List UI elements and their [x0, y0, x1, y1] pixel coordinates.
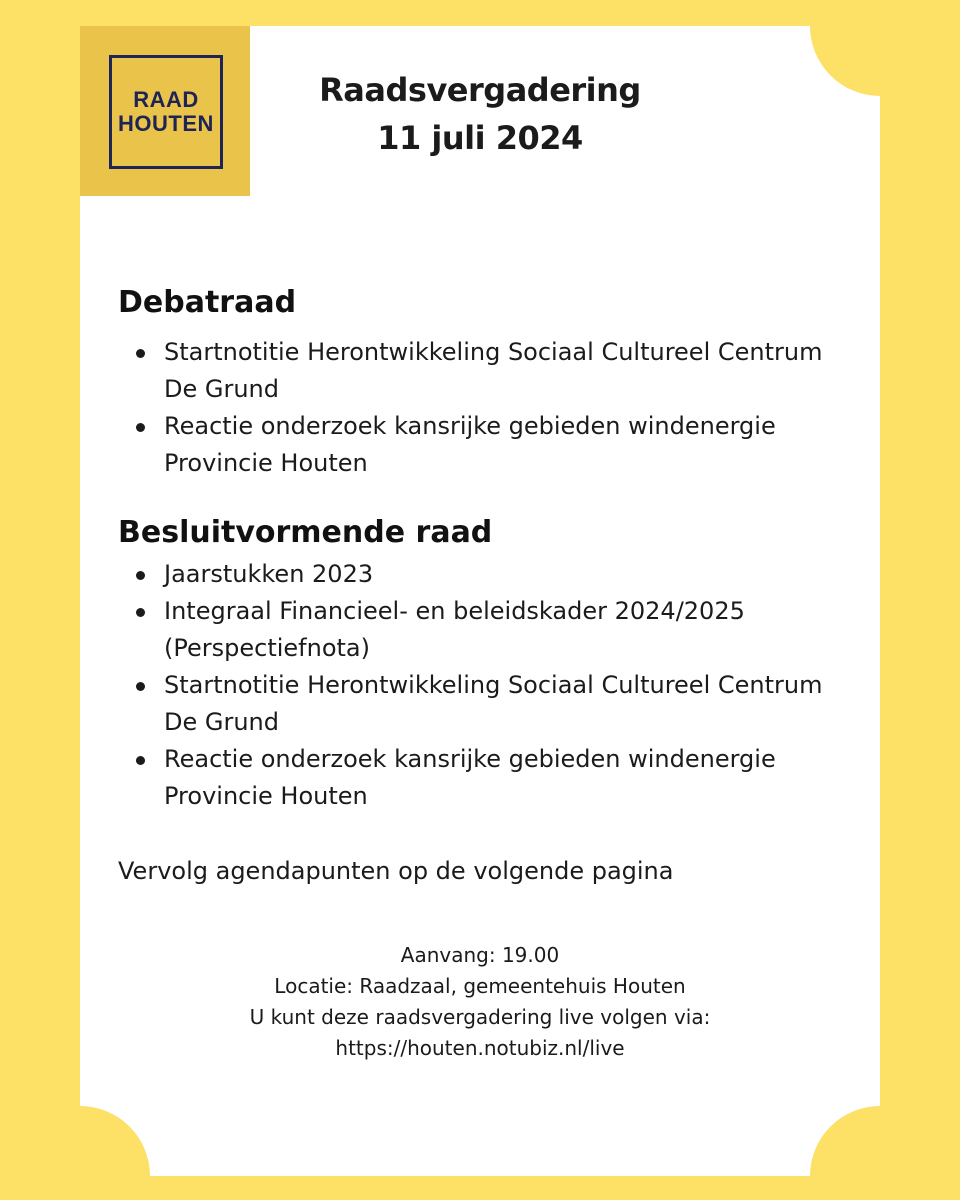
list-item: Startnotitie Herontwikkeling Sociaal Cultureel Centrum De Grund — [118, 334, 848, 408]
list-item: Integraal Financieel- en beleidskader 2024/2025 (Perspectiefnota) — [118, 593, 848, 667]
decorative-corner-top-right — [810, 26, 880, 96]
logo-text-line-2: HOUTEN — [118, 111, 214, 136]
agenda-card — [80, 26, 880, 1176]
logo-text-line-1: RAAD — [133, 87, 199, 112]
decorative-corner-bottom-right — [810, 1106, 880, 1176]
besluitvormende-raad-list — [118, 556, 848, 815]
list-item: Reactie onderzoek kansrijke gebieden windenergie Provincie Houten — [118, 408, 848, 482]
start-time: Aanvang: 19.00 — [400, 943, 560, 967]
agenda-content — [118, 276, 848, 890]
title-date: 11 juli 2024 — [377, 119, 583, 157]
followup-note: Vervolg agendapunten op de volgende pagina — [118, 857, 674, 885]
livestream-note: U kunt deze raadsvergadering live volgen via: — [249, 1005, 711, 1029]
raad-houten-logo — [80, 26, 250, 196]
page-title — [250, 66, 710, 162]
section-heading-besluitvormende-raad: Besluitvormende raad — [118, 515, 493, 550]
list-item: Startnotitie Herontwikkeling Sociaal Cultureel Centrum De Grund — [118, 667, 848, 741]
decorative-corner-bottom-left — [80, 1106, 150, 1176]
location: Locatie: Raadzaal, gemeentehuis Houten — [274, 974, 686, 998]
section-heading-debatraad: Debatraad — [118, 285, 297, 320]
list-item: Reactie onderzoek kansrijke gebieden windenergie Provincie Houten — [118, 741, 848, 815]
debatraad-list — [118, 334, 848, 482]
logo-frame — [109, 55, 223, 169]
livestream-url[interactable]: https://houten.notubiz.nl/live — [335, 1036, 625, 1060]
title-meeting: Raadsvergadering — [319, 71, 641, 109]
meeting-info — [80, 940, 880, 1064]
list-item: Jaarstukken 2023 — [118, 556, 848, 593]
